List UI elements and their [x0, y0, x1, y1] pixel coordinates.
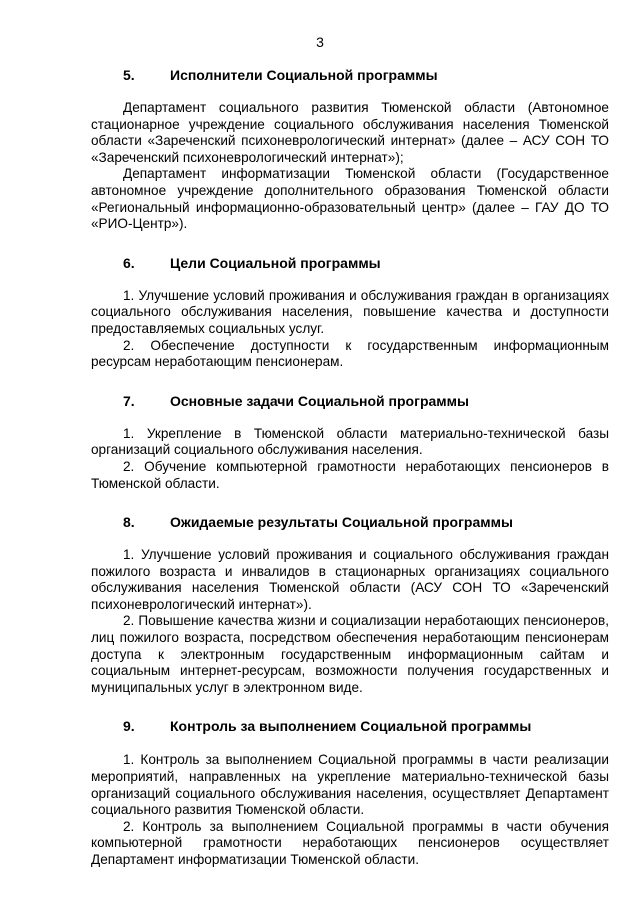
section-number: 6.: [123, 254, 135, 271]
section-number: 7.: [123, 392, 135, 409]
document-body: [91, 67, 609, 891]
paragraph: Департамент социального развития Тюменской области (Автономное стационарное учреждение социального обслуживания населения Тюменской области «Зареченский психоневрологический интернат» (далее – АСУ СОН ТО «Зареченский психоневрологический интернат»);: [91, 100, 609, 165]
section-number: 9.: [123, 718, 135, 735]
section-heading: [91, 67, 609, 84]
section-title: Исполнители Социальной программы: [170, 67, 438, 83]
section-heading: [91, 255, 609, 272]
section-heading: [91, 393, 609, 410]
section-number: 5.: [123, 67, 135, 83]
paragraph: 2. Обучение компьютерной грамотности неработающих пенсионеров в Тюменской области.: [91, 458, 609, 491]
section-8: [91, 514, 609, 696]
paragraph: 1. Улучшение условий проживания и социального обслуживания граждан пожилого возраста и инвалидов в стационарных организациях социального обслуживания населения Тюменской области (АСУ СОН ТО «Зареченский психоневрологический интернат»).: [91, 547, 609, 612]
section-6: [91, 255, 609, 371]
section-title: Цели Социальной программы: [170, 254, 381, 271]
section-heading: [91, 514, 609, 531]
page-number: 3: [316, 34, 324, 50]
section-9: [91, 718, 609, 868]
paragraph: Департамент информатизации Тюменской области (Государственное автономное учреждение дополнительного образования Тюменской области «Региональный информационно-образовательный центр» (далее – ГАУ ДО ТО «РИО-Центр»).: [91, 166, 609, 232]
paragraph: 2. Повышение качества жизни и социализации неработающих пенсионеров, лиц пожилого возраста, посредством обеспечения неработающим пенсионерам доступа к электронным государственным информационным сайтам и социальным интернет-ресурсам, возможности получения государственных и муниципальных услуг в электронном виде.: [91, 613, 609, 695]
paragraph: 2. Обеспечение доступности к государственным информационным ресурсам неработающим пенсионерам.: [91, 337, 609, 370]
section-7: [91, 393, 609, 492]
paragraph: 1. Укрепление в Тюменской области материально-технической базы организаций социального обслуживания населения.: [91, 425, 609, 458]
section-title: Ожидаемые результаты Социальной программы: [170, 514, 513, 531]
paragraph: 2. Контроль за выполнением Социальной программы в части обучения компьютерной грамотности неработающих пенсионеров осуществляет Департамент информатизации Тюменской области.: [91, 818, 609, 867]
section-title: Контроль за выполнением Социальной программы: [170, 718, 532, 735]
section-heading: [91, 718, 609, 735]
paragraph: 1. Улучшение условий проживания и обслуживания граждан в организациях социального обслуживания населения, повышение качества и доступности предоставляемых социальных услуг.: [91, 287, 609, 336]
section-title: Основные задачи Социальной программы: [170, 392, 469, 409]
section-number: 8.: [123, 514, 135, 531]
paragraph: 1. Контроль за выполнением Социальной программы в части реализации мероприятий, направленных на укрепление материально-технической базы организаций социального обслуживания населения, осуществляет Департамент социального развития Тюменской области.: [91, 752, 609, 818]
section-5: [91, 67, 609, 233]
